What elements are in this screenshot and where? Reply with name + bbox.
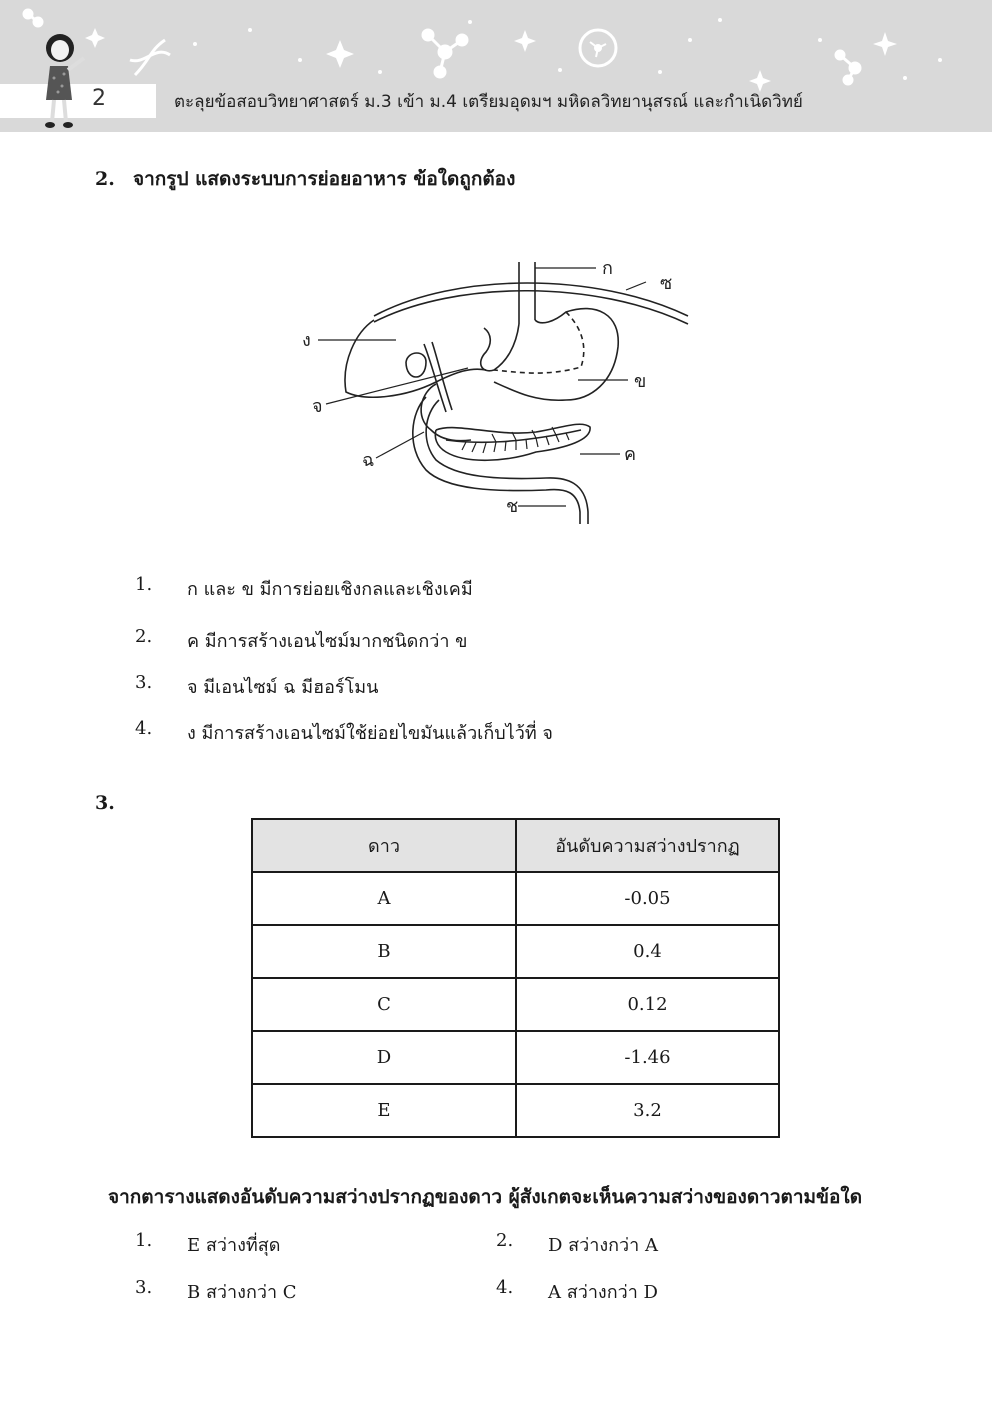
gallbladder [406, 353, 426, 377]
table-row [252, 925, 779, 978]
page-number: 2 [92, 86, 107, 111]
label-ko: ก [602, 258, 613, 279]
label-cho: จ [312, 396, 323, 417]
table-cell-star: B [252, 925, 516, 978]
q2-option-2-number: 2. [135, 626, 153, 647]
table-header-star: ดาว [252, 819, 516, 872]
q2-option-3-text: จ มีเอนไซม์ ฉ มีฮอร์โมน [187, 677, 379, 698]
liver [345, 320, 486, 397]
label-cho-ching: ฉ [362, 450, 375, 471]
pancreas [435, 424, 590, 460]
table-row [252, 872, 779, 925]
q3-option-1-number: 1. [135, 1230, 153, 1251]
header-title: ตะลุยข้อสอบวิทยาศาสตร์ ม.3 เข้า ม.4 เตรียมอุดมฯ มหิดลวิทยานุสรณ์ และกำเนิดวิทย์ [174, 92, 803, 112]
question-3-number: 3. [95, 792, 115, 814]
girl-mascot-icon [36, 30, 96, 130]
q2-option-1-text: ก และ ข มีการย่อยเชิงกลและเชิงเคมี [187, 579, 473, 600]
q3-option-4-number: 4. [496, 1277, 514, 1298]
table-header-magnitude: อันดับความสว่างปรากฏ [516, 819, 779, 872]
q2-option-2-text: ค มีการสร้างเอนไซม์มากชนิดกว่า ข [187, 631, 468, 652]
q3-option-4-text: A สว่างกว่า D [548, 1282, 658, 1303]
q3-option-2-number: 2. [496, 1230, 514, 1251]
q3-option-2-text: D สว่างกว่า A [548, 1235, 658, 1256]
q2-option-3-number: 3. [135, 672, 153, 693]
q2-option-4-text: ง มีการสร้างเอนไซม์ใช้ย่อยไขมันแล้วเก็บไว้ที่ จ [187, 723, 553, 744]
star-brightness-table [251, 818, 780, 1138]
table-row [252, 1084, 779, 1137]
q2-option-4-number: 4. [135, 718, 153, 739]
stomach [481, 309, 619, 401]
digestive-system-diagram [296, 252, 696, 527]
page-header [0, 0, 992, 132]
label-cho-chang: ช [506, 496, 519, 517]
q3-option-1-text: E สว่างที่สุด [187, 1235, 281, 1256]
label-ngo: ง [302, 330, 311, 351]
label-kho: ข [634, 371, 647, 392]
label-so: ซ [660, 273, 673, 294]
table-row [252, 978, 779, 1031]
q3-option-3-number: 3. [135, 1277, 153, 1298]
table-cell-magnitude: -1.46 [516, 1031, 779, 1084]
diaphragm [374, 283, 688, 316]
question-2-number: 2. [95, 168, 115, 190]
table-cell-magnitude: 0.12 [516, 978, 779, 1031]
question-2-title [95, 164, 515, 194]
q3-option-3-text: B สว่างกว่า C [187, 1282, 297, 1303]
table-cell-magnitude: 0.4 [516, 925, 779, 978]
q2-option-1-number: 1. [135, 574, 153, 595]
table-header-row [252, 819, 779, 872]
table-cell-magnitude: -0.05 [516, 872, 779, 925]
stomach-dashed [494, 312, 584, 373]
question-3-text: จากตารางแสดงอันดับความสว่างปรากฏของดาว ผู้สังเกตจะเห็นความสว่างของดาวตามข้อใด [108, 1186, 863, 1208]
table-row [252, 1031, 779, 1084]
diaphragm-inner [374, 291, 688, 324]
table-cell-magnitude: 3.2 [516, 1084, 779, 1137]
table-cell-star: C [252, 978, 516, 1031]
table-cell-star: D [252, 1031, 516, 1084]
label-kho-khwai: ค [624, 444, 637, 465]
table-cell-star: E [252, 1084, 516, 1137]
table-cell-star: A [252, 872, 516, 925]
question-2-text: จากรูป แสดงระบบการย่อยอาหาร ข้อใดถูกต้อง [133, 168, 516, 190]
